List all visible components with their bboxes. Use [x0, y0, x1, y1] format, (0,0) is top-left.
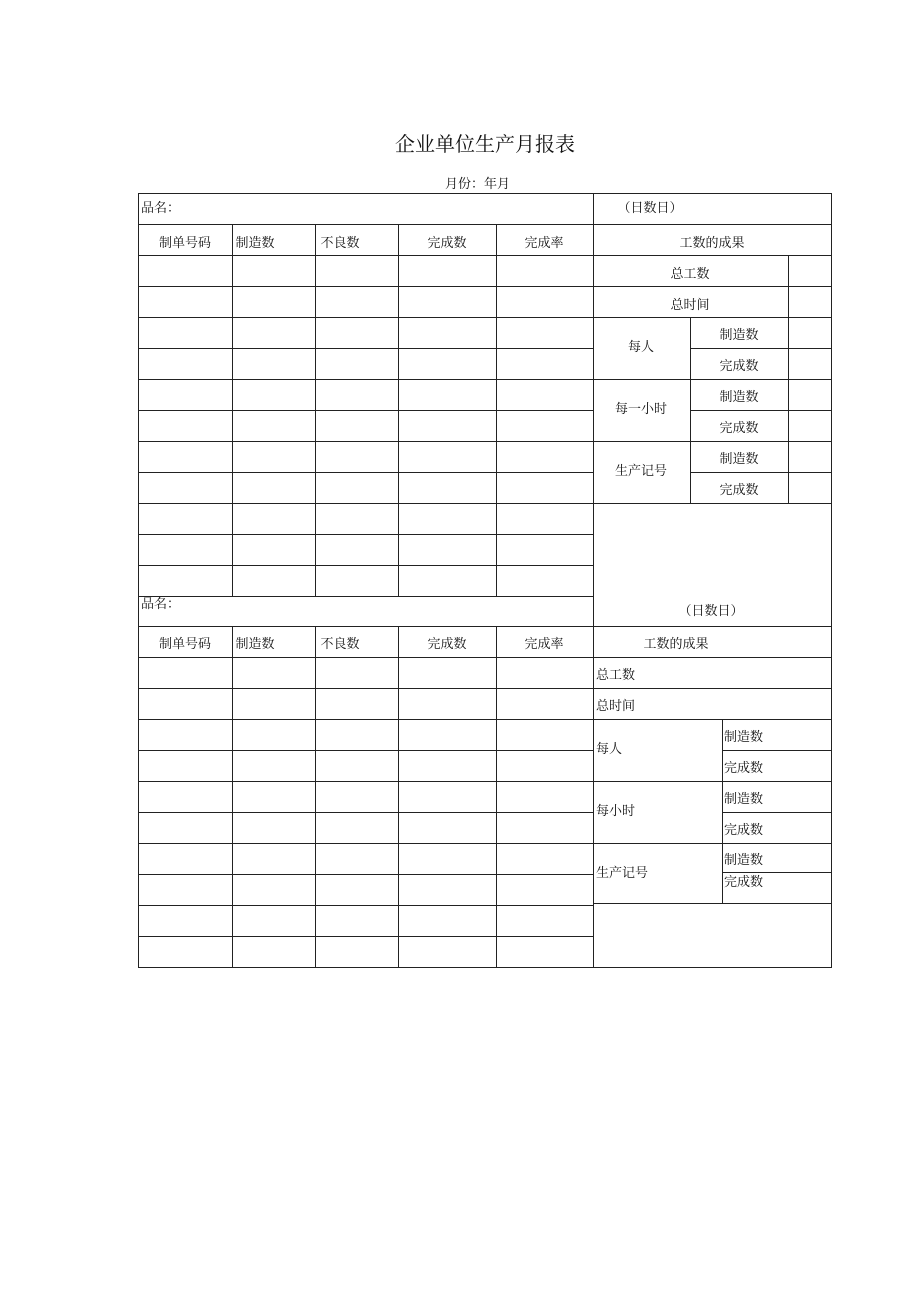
grid-line-horizontal [138, 441, 594, 442]
column-header: 制单号码 [158, 236, 212, 251]
column-header: 不良数 [320, 637, 360, 652]
grid-line-horizontal [593, 657, 832, 658]
grid-line-horizontal [138, 874, 594, 875]
grid-line-vertical [593, 596, 594, 968]
grid-line-horizontal [138, 503, 594, 504]
grid-line-vertical [398, 626, 399, 968]
grid-line-horizontal [593, 441, 832, 442]
total-time-label: 总时间 [596, 699, 636, 714]
grid-line-horizontal [138, 534, 594, 535]
grid-line-horizontal [138, 193, 832, 194]
grid-line-horizontal [593, 503, 832, 504]
grid-line-horizontal [138, 967, 832, 968]
grid-line-horizontal [138, 688, 594, 689]
column-header: 制单号码 [158, 637, 212, 652]
sub-label-done: 完成数 [719, 421, 759, 436]
grid-line-horizontal [690, 348, 832, 349]
grid-line-horizontal [722, 750, 832, 751]
grid-line-horizontal [138, 410, 594, 411]
results-header: 工数的成果 [643, 637, 709, 652]
grid-line-vertical [831, 596, 832, 968]
grid-line-horizontal [593, 719, 832, 720]
grid-line-vertical [496, 224, 497, 597]
group-label: 每一小时 [614, 402, 668, 417]
grid-line-vertical [690, 317, 691, 504]
group-label: 生产记号 [614, 464, 668, 479]
grid-line-vertical [138, 193, 139, 597]
column-header: 制造数 [235, 236, 275, 251]
grid-line-vertical [315, 626, 316, 968]
column-header: 制造数 [235, 637, 275, 652]
grid-line-horizontal [593, 688, 832, 689]
grid-line-horizontal [138, 317, 594, 318]
grid-line-horizontal [138, 781, 594, 782]
grid-line-vertical [232, 224, 233, 597]
grid-line-horizontal [138, 657, 594, 658]
sub-label-made: 制造数 [724, 853, 764, 868]
grid-line-horizontal [138, 719, 594, 720]
sub-label-made: 制造数 [719, 390, 759, 405]
grid-line-horizontal [722, 812, 832, 813]
grid-line-vertical [398, 224, 399, 597]
column-header: 不良数 [320, 236, 360, 251]
group-label: 生产记号 [596, 866, 649, 881]
column-header: 完成数 [427, 637, 467, 652]
column-header: 完成数 [427, 236, 467, 251]
grid-line-vertical [315, 224, 316, 597]
grid-line-vertical [138, 596, 139, 968]
sub-label-made: 制造数 [719, 452, 759, 467]
grid-line-horizontal [593, 379, 832, 380]
sub-label-done: 完成数 [724, 875, 764, 890]
page-title: 企业单位生产月报表 [395, 132, 575, 156]
grid-line-horizontal [138, 472, 594, 473]
grid-line-horizontal [138, 286, 594, 287]
group-label: 每小时 [596, 804, 636, 819]
total-work-label: 总工数 [670, 267, 710, 282]
sub-label-done: 完成数 [724, 761, 764, 776]
grid-line-horizontal [593, 317, 832, 318]
grid-line-vertical [232, 626, 233, 968]
total-time-label: 总时间 [670, 298, 710, 313]
grid-line-horizontal [593, 903, 832, 904]
grid-line-horizontal [593, 843, 832, 844]
product-name-label: 品名： [141, 201, 181, 216]
sub-label-made: 制造数 [724, 730, 764, 745]
grid-line-vertical [831, 193, 832, 597]
grid-line-horizontal [690, 410, 832, 411]
sub-label-done: 完成数 [719, 483, 759, 498]
days-label: （日数日） [678, 604, 744, 619]
sub-label-made: 制造数 [724, 792, 764, 807]
grid-line-horizontal [138, 750, 594, 751]
grid-line-horizontal [138, 596, 594, 597]
month-line: 月份：年月 [445, 177, 511, 192]
sub-label-done: 完成数 [724, 823, 764, 838]
grid-line-horizontal [138, 255, 594, 256]
days-label: （日数日） [617, 201, 683, 216]
grid-line-vertical [722, 719, 723, 904]
grid-line-vertical [593, 193, 594, 597]
grid-line-horizontal [138, 379, 594, 380]
grid-line-horizontal [138, 843, 594, 844]
grid-line-horizontal [138, 348, 594, 349]
grid-line-horizontal [138, 565, 594, 566]
total-work-label: 总工数 [596, 668, 636, 683]
column-header: 完成率 [524, 637, 564, 652]
group-label: 每人 [627, 340, 655, 355]
grid-line-horizontal [138, 812, 594, 813]
grid-line-horizontal [593, 781, 832, 782]
results-header: 工数的成果 [679, 236, 745, 251]
grid-line-horizontal [690, 472, 832, 473]
grid-line-horizontal [138, 936, 594, 937]
grid-line-horizontal [722, 872, 832, 873]
grid-line-horizontal [593, 286, 832, 287]
grid-line-horizontal [138, 905, 594, 906]
grid-line-horizontal [138, 224, 832, 225]
sub-label-done: 完成数 [719, 359, 759, 374]
grid-line-horizontal [138, 626, 832, 627]
product-name-label: 品名： [141, 597, 181, 612]
grid-line-vertical [496, 626, 497, 968]
sub-label-made: 制造数 [719, 328, 759, 343]
group-label: 每人 [596, 742, 623, 757]
grid-line-horizontal [593, 255, 832, 256]
column-header: 完成率 [524, 236, 564, 251]
grid-line-vertical [788, 255, 789, 504]
